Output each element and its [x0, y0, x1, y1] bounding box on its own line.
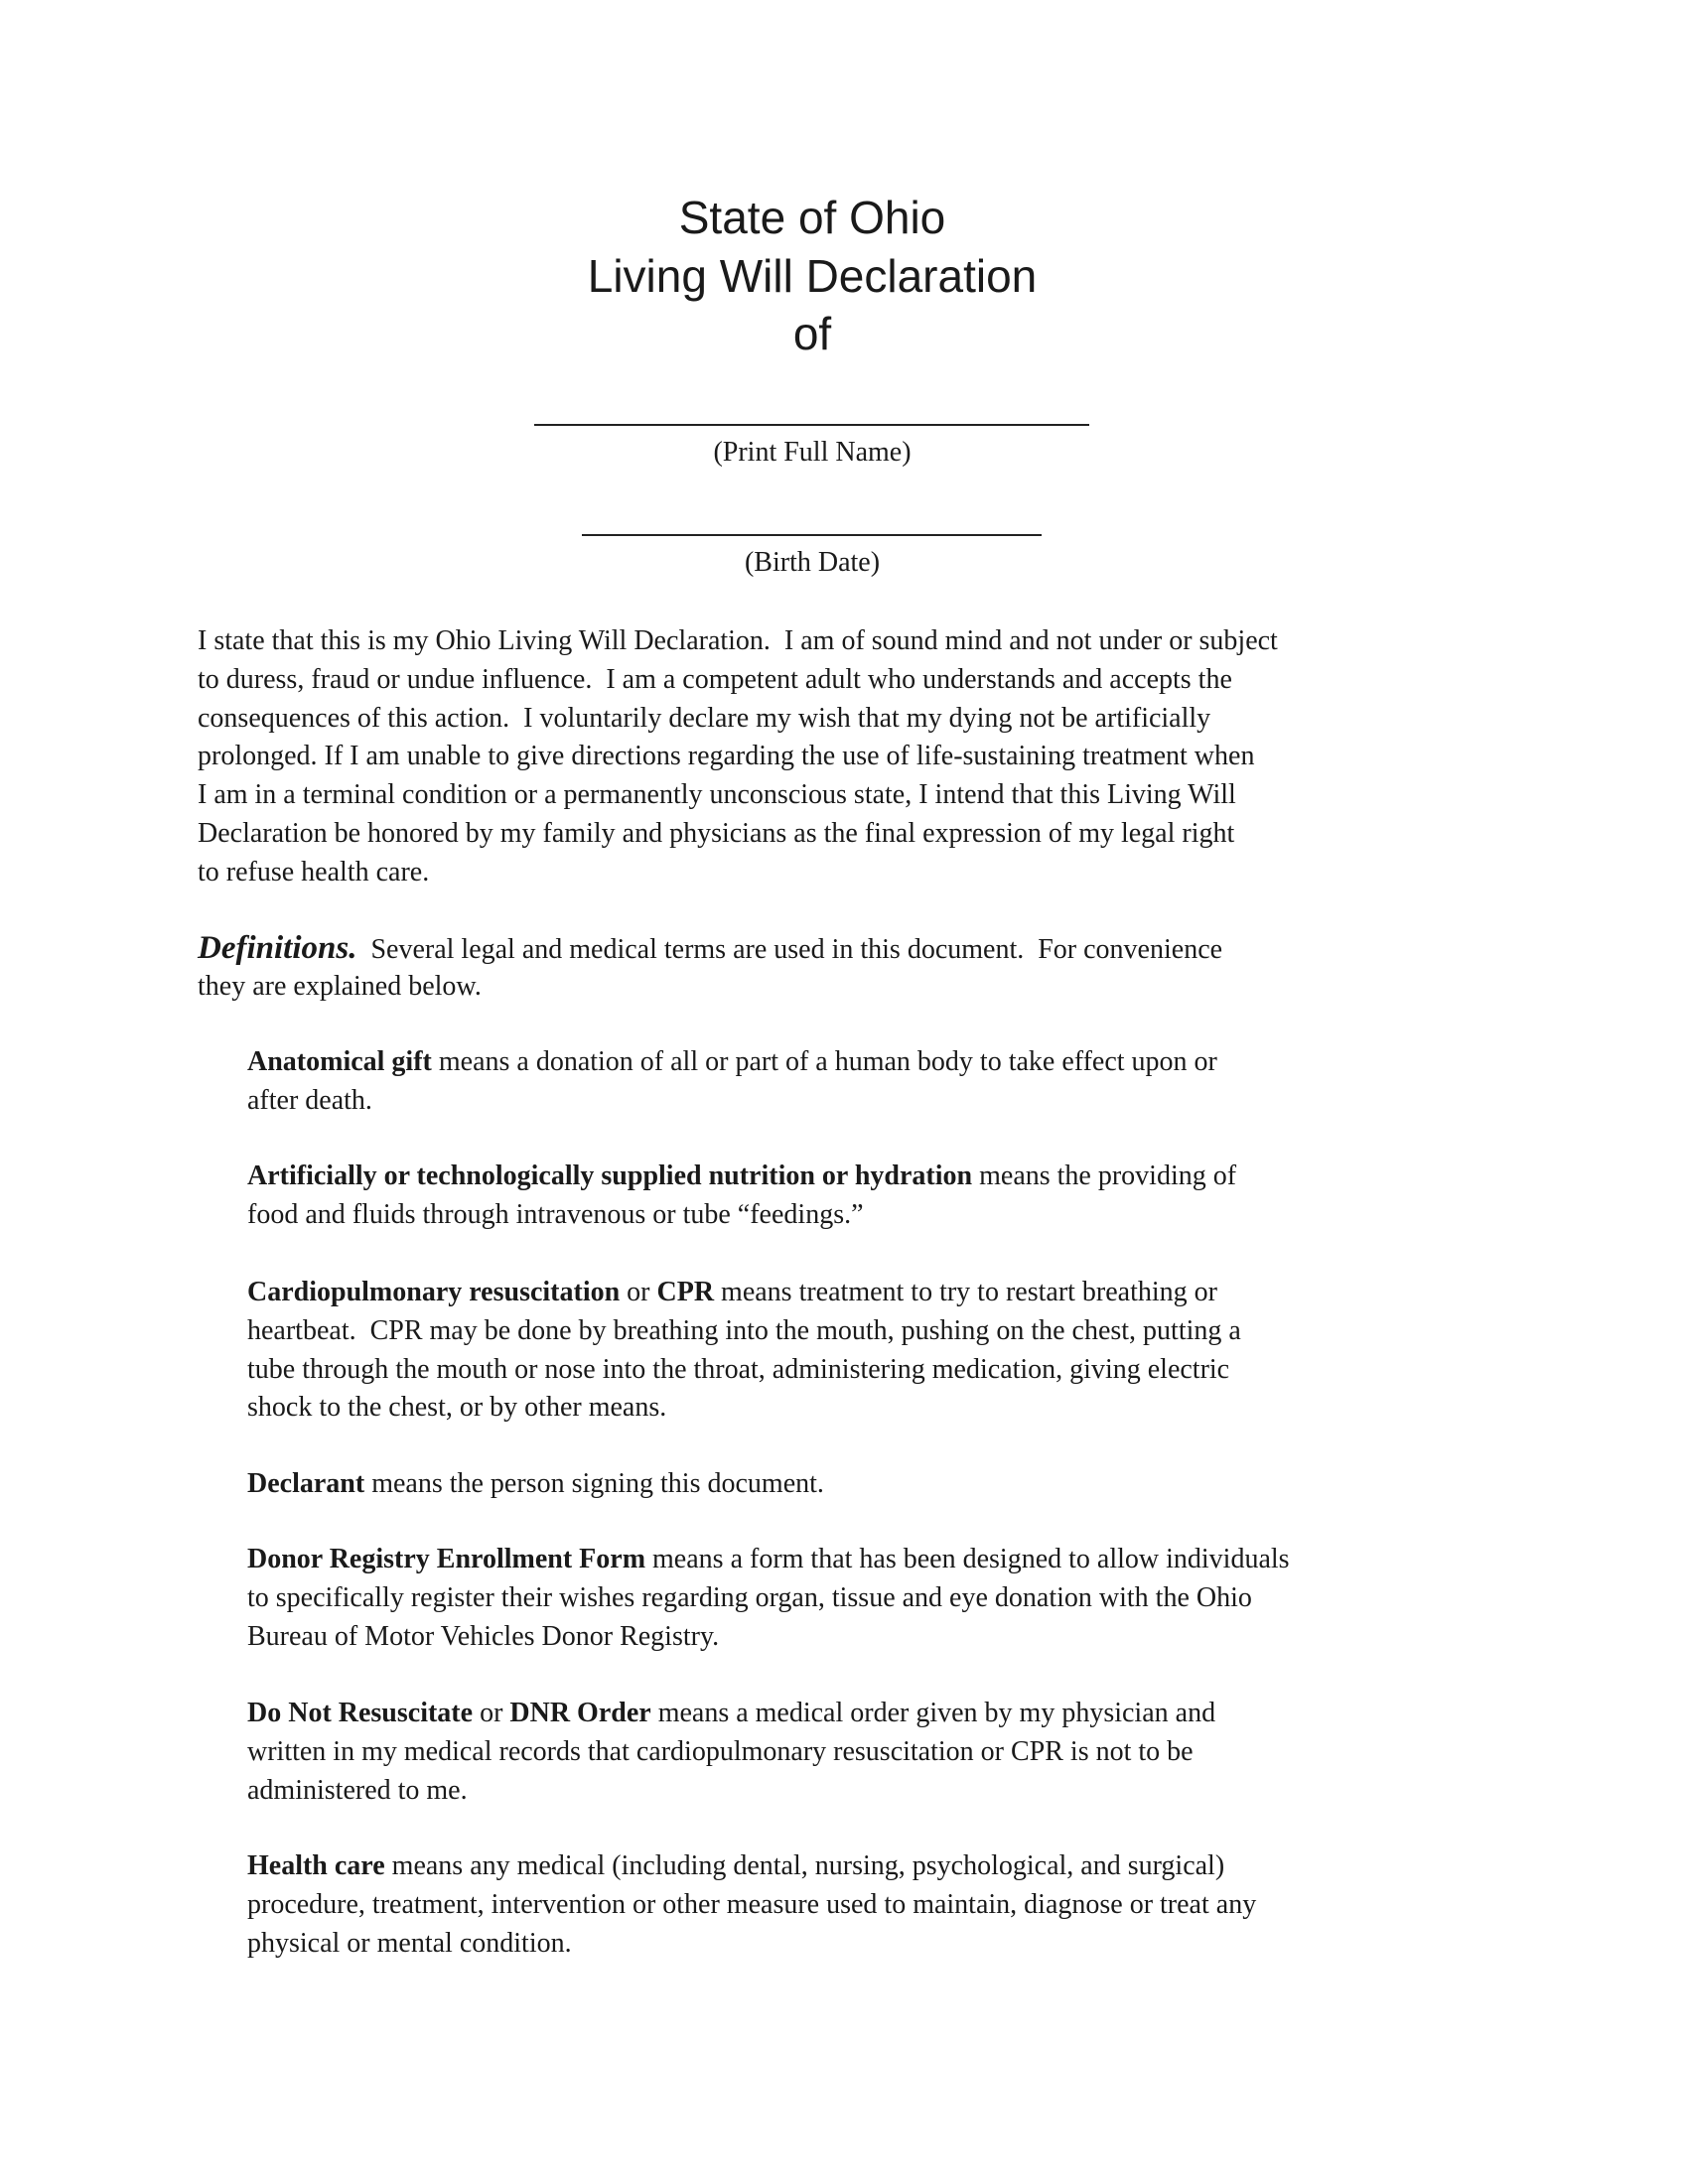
- birth-date-blank-line[interactable]: [582, 534, 1042, 536]
- definition-text: means a form that has been designed to allow individuals: [645, 1544, 1290, 1574]
- definition-text: physical or mental condition.: [247, 1927, 572, 1959]
- definition-dnr: [247, 1695, 1215, 1810]
- definition-text: shock to the chest, or by other means.: [247, 1392, 667, 1424]
- title-line-1: State of Ohio: [678, 192, 946, 243]
- definition-term: Health care: [247, 1850, 385, 1881]
- definition-text: means the providing of: [972, 1160, 1237, 1191]
- intro-line: to refuse health care.: [198, 856, 430, 887]
- birth-date-label: (Birth Date): [744, 547, 881, 578]
- definition-term: Declarant: [247, 1468, 365, 1499]
- title-line-2: Living Will Declaration: [587, 250, 1038, 302]
- definitions-intro-text: Several legal and medical terms are used in this document. For convenience: [356, 934, 1223, 965]
- definition-text: written in my medical records that cardiopulmonary resuscitation or CPR is not to be: [247, 1735, 1194, 1767]
- definition-text: procedure, treatment, intervention or other measure used to maintain, diagnose or treat any: [247, 1888, 1257, 1920]
- definition-health-care: [247, 1847, 1256, 1963]
- intro-line: I am in a terminal condition or a permanently unconscious state, I intend that this Living Will: [198, 779, 1236, 811]
- definitions-heading: Definitions.: [198, 930, 357, 966]
- intro-line: I state that this is my Ohio Living Will Declaration. I am of sound mind and not under or subject: [198, 625, 1278, 656]
- definitions-intro: [198, 929, 1222, 1007]
- definition-text: means a donation of all or part of a human body to take effect upon or: [431, 1046, 1217, 1077]
- definition-text: tube through the mouth or nose into the throat, administering medication, giving electric: [247, 1353, 1230, 1385]
- definition-text: means treatment to try to restart breathing or: [714, 1277, 1217, 1307]
- full-name-blank-line[interactable]: [534, 424, 1089, 426]
- definition-text: means the person signing this document.: [364, 1468, 824, 1499]
- definition-cpr: [247, 1274, 1241, 1428]
- intro-line: prolonged. If I am unable to give directions regarding the use of life-sustaining treatment when: [198, 741, 1255, 772]
- definition-artificial-nutrition: [247, 1158, 1236, 1235]
- definition-term: Anatomical gift: [247, 1046, 432, 1077]
- definition-term: Do Not Resuscitate: [247, 1698, 474, 1728]
- definition-term: DNR Order: [509, 1698, 651, 1728]
- definition-connector: or: [620, 1277, 657, 1307]
- definition-donor-registry: [247, 1541, 1290, 1656]
- definition-text: means any medical (including dental, nursing, psychological, and surgical): [384, 1850, 1225, 1881]
- definition-connector: or: [473, 1698, 510, 1728]
- definition-declarant: [247, 1465, 824, 1504]
- definition-text: to specifically register their wishes regarding organ, tissue and eye donation with the Ohio: [247, 1581, 1252, 1613]
- title-line-3: of: [792, 308, 832, 359]
- definition-text: means a medical order given by my physician and: [650, 1698, 1216, 1728]
- intro-line: consequences of this action. I voluntarily declare my wish that my dying not be artificially: [198, 702, 1211, 734]
- intro-paragraph: [198, 622, 1278, 892]
- intro-line: to duress, fraud or undue influence. I am a competent adult who understands and accepts the: [198, 663, 1232, 695]
- full-name-label: (Print Full Name): [713, 437, 912, 468]
- definition-term: Cardiopulmonary resuscitation: [247, 1277, 621, 1307]
- definition-term: Artificially or technologically supplied nutrition or hydration: [247, 1160, 973, 1191]
- definition-text: Bureau of Motor Vehicles Donor Registry.: [247, 1620, 720, 1652]
- definition-term: CPR: [656, 1277, 715, 1307]
- definition-term: Donor Registry Enrollment Form: [247, 1544, 646, 1574]
- definition-anatomical-gift: [247, 1043, 1217, 1121]
- definition-text: heartbeat. CPR may be done by breathing into the mouth, pushing on the chest, putting a: [247, 1314, 1241, 1346]
- definitions-intro-text: they are explained below.: [198, 970, 482, 1002]
- intro-line: Declaration be honored by my family and physicians as the final expression of my legal right: [198, 817, 1235, 849]
- definition-text: administered to me.: [247, 1774, 468, 1806]
- definition-text: after death.: [247, 1084, 372, 1116]
- definition-text: food and fluids through intravenous or tube “feedings.”: [247, 1198, 864, 1230]
